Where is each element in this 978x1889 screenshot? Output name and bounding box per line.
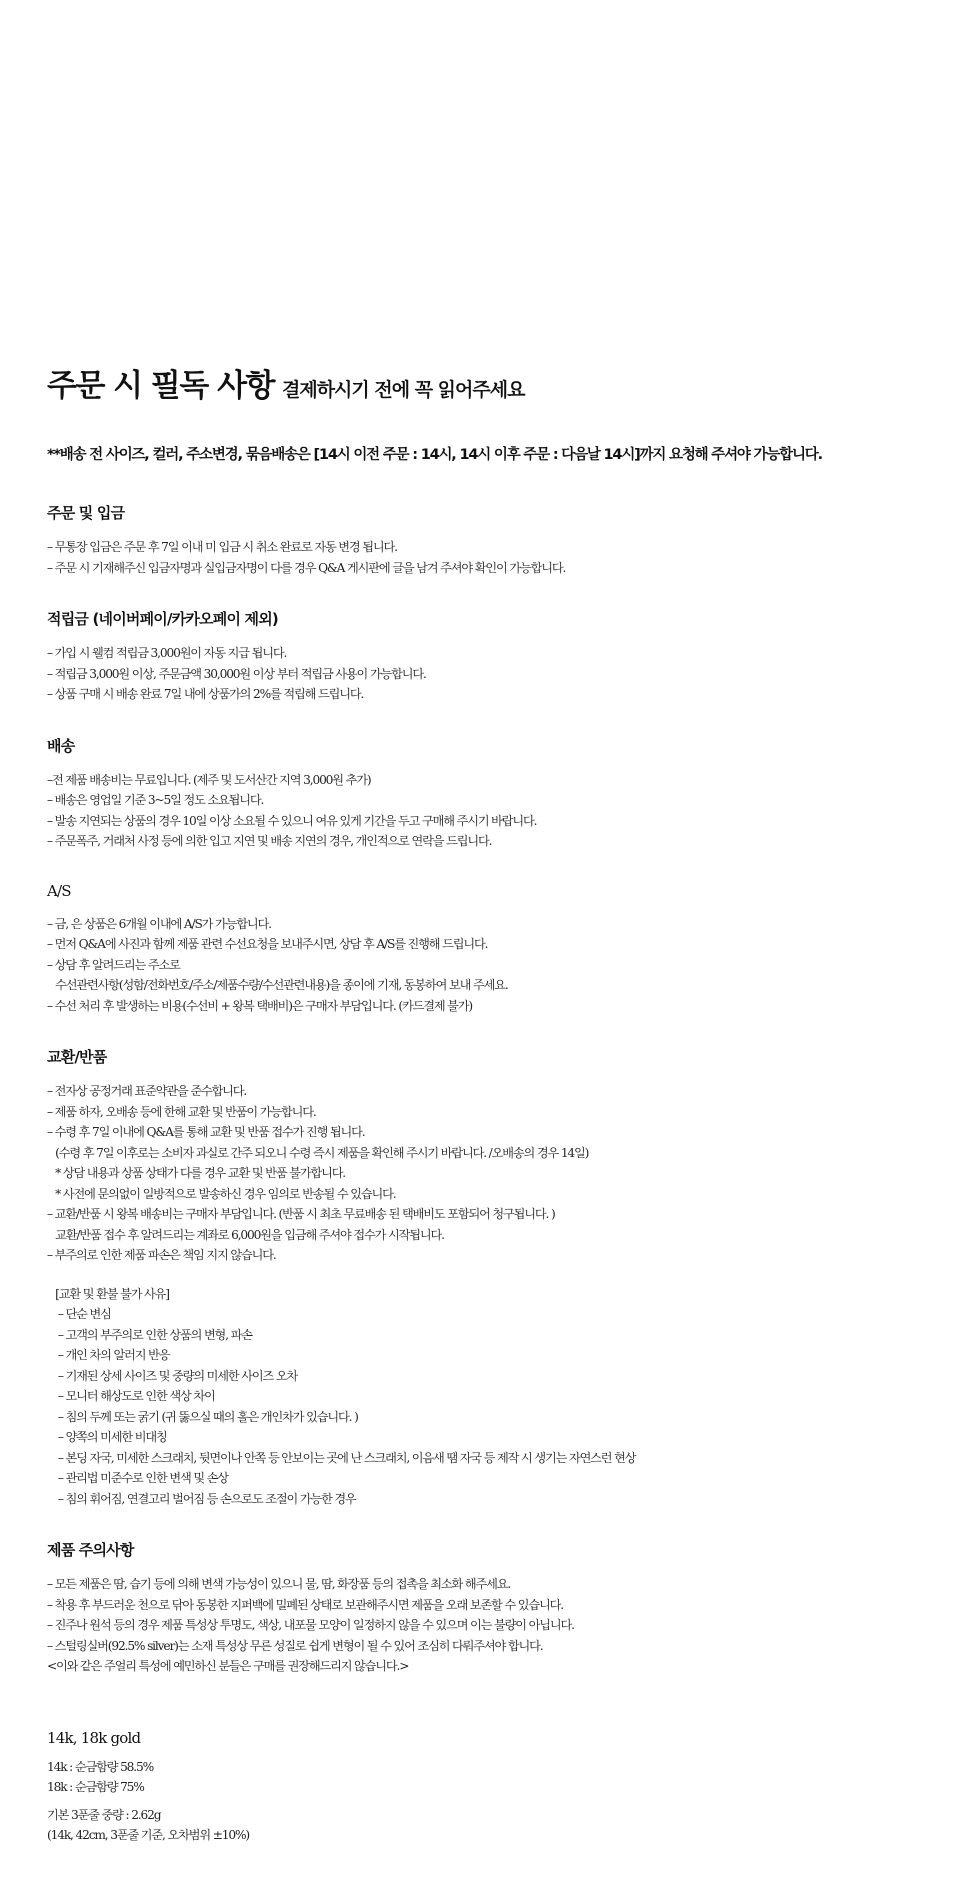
spacer: [47, 1797, 947, 1805]
section-title: 적립금 (네이버페이/카카오페이 제외): [47, 610, 278, 628]
section: [47, 735, 947, 852]
section-line: – 상담 후 알려드리는 주소로: [47, 957, 180, 972]
section-line: * 상담 내용과 상품 상태가 다를 경우 교환 및 반품 불가합니다.: [47, 1166, 346, 1180]
section-line: – 주문 시 기재해주신 입금자명과 실입금자명이 다를 경우 Q&A 게시판에 글을 남겨 주셔야 확인이 가능합니다.: [47, 560, 566, 575]
gold-info-line: (14k, 42cm, 3푼줄 기준, 오차범위 ±10%): [47, 1827, 250, 1842]
section-line: [교환 및 환불 불가 사유]: [47, 1286, 169, 1301]
section-line: – 배송은 영업일 기준 3~5일 정도 소요됩니다.: [47, 793, 264, 807]
order-notice-content: [47, 360, 947, 1845]
section-line: – 착용 후 부드러운 천으로 닦아 동봉한 지퍼백에 밀폐된 상태로 보관해주시면 제품을 오래 보존할 수 있습니다.: [47, 1597, 563, 1612]
section-line: – 침의 휘어짐, 연결고리 벌어짐 등 손으로도 조절이 가능한 경우: [47, 1491, 356, 1506]
notice-sections: [47, 502, 947, 1677]
gold-info-section: [47, 1729, 947, 1845]
section-line: – 수선 처리 후 발생하는 비용(수선비 + 왕복 택배비)은 구매자 부담입니다. (카드결제 불가): [47, 998, 473, 1013]
section: [47, 502, 947, 578]
section-line: – 양쪽의 미세한 비대칭: [47, 1430, 167, 1444]
section-line: – 단순 변심: [47, 1307, 111, 1321]
section-line: – 제품 하자, 오배송 등에 한해 교환 및 반품이 가능합니다.: [47, 1104, 316, 1119]
section-line: – 전자상 공정거래 표준약관을 준수합니다.: [47, 1084, 247, 1098]
section-title: 배송: [47, 736, 75, 755]
gold-info-line: 14k : 순금함량 58.5%: [47, 1759, 154, 1774]
section-line: – 개인 차의 알러지 반응: [47, 1348, 170, 1362]
section-line: – 적립금 3,000원 이상, 주문금액 30,000원 이상 부터 적립금 사용이 가능합니다.: [47, 666, 426, 681]
gold-info-title: 14k, 18k gold: [47, 1728, 141, 1747]
section-line: – 발송 지연되는 상품의 경우 10일 이상 소요될 수 있으니 여유 있게 기간을 두고 구매해 주시기 바랍니다.: [47, 813, 537, 828]
section-title: 제품 주의사항: [47, 1541, 134, 1559]
section-line: – 진주나 원석 등의 경우 제품 특성상 투명도, 색상, 내포물 모양이 일정하지 않을 수 있으며 이는 불량이 아닙니다.: [47, 1618, 574, 1632]
section-line: – 주문폭주, 거래처 사정 등에 의한 입고 지연 및 배송 지연의 경우, 개인적으로 연락을 드립니다.: [47, 834, 492, 848]
section-title: A/S: [47, 881, 71, 900]
section-title: 주문 및 입금: [47, 504, 125, 522]
page-title: 주문 시 필독 사항: [47, 368, 274, 404]
section: [47, 608, 947, 705]
page-subtitle: 결제하시기 전에 꼭 읽어주세요: [282, 379, 525, 401]
header: [47, 360, 947, 405]
section: [47, 1539, 947, 1677]
section-line: – 스털링실버(92.5% silver)는 소재 특성상 무른 성질로 쉽게 변형이 될 수 있어 조심히 다뤄주셔야 합니다.: [47, 1638, 543, 1653]
section-line: – 모든 제품은 땀, 습기 등에 의해 변색 가능성이 있으니 물, 땀, 화장품 등의 접촉을 최소화 해주세요.: [47, 1577, 511, 1591]
section-line: – 관리법 미준수로 인한 변색 및 손상: [47, 1471, 228, 1485]
section-line: – 가입 시 웰컴 적립금 3,000원이 자동 지급 됩니다.: [47, 646, 287, 660]
gold-info-line: 18k : 순금함량 75%: [47, 1779, 144, 1794]
section-line: – 상품 구매 시 배송 완료 7일 내에 상품가의 2%를 적립해 드립니다.: [47, 687, 364, 701]
section-line: – 금, 은 상품은 6개월 이내에 A/S가 가능합니다.: [47, 916, 271, 931]
section-line: – 교환/반품 시 왕복 배송비는 구매자 부담입니다. (반품 시 최초 무료배송 된 택배비도 포함되어 청구됩니다. ): [47, 1207, 555, 1221]
section-line: – 모니터 해상도로 인한 색상 차이: [47, 1389, 215, 1403]
section-line: * 사전에 문의없이 일방적으로 발송하신 경우 임의로 반송될 수 있습니다.: [47, 1186, 396, 1201]
section-line: – 침의 두께 또는 굵기 (귀 뚫으실 때의 홀은 개인차가 있습니다. ): [47, 1409, 358, 1424]
section: [47, 882, 947, 1017]
section-line: – 본딩 자국, 미세한 스크래치, 뒷면이나 안쪽 등 안보이는 곳에 난 스크래치, 이음새 땜 자국 등 제작 시 생기는 자연스런 현상: [47, 1450, 636, 1465]
section-line: – 고객의 부주의로 인한 상품의 변형, 파손: [47, 1327, 252, 1342]
section-line: – 기재된 상세 사이즈 및 중량의 미세한 사이즈 오차: [47, 1368, 298, 1383]
section-line: 수선관련사항(성함/전화번호/주소/제품수량/수선관련내용)을 종이에 기재, 동봉하여 보내 주세요.: [47, 978, 508, 992]
section-line: –전 제품 배송비는 무료입니다. (제주 및 도서산간 지역 3,000원 추가): [47, 772, 371, 787]
section-line: – 부주의로 인한 제품 파손은 책임 지지 않습니다.: [47, 1248, 276, 1262]
section-line: 교환/반품 접수 후 알려드리는 계좌로 6,000원을 입금해 주셔야 접수가 시작됩니다.: [47, 1227, 444, 1242]
spacer: [47, 1266, 947, 1284]
gold-info-lines: [47, 1757, 947, 1845]
section-line: – 무통장 입금은 주문 후 7일 이내 미 입금 시 취소 완료로 자동 변경 됩니다.: [47, 540, 397, 554]
section: [47, 1046, 947, 1509]
gold-info-line: 기본 3푼줄 중량 : 2.62g: [47, 1807, 161, 1822]
section-line: – 수령 후 7일 이내에 Q&A를 통해 교환 및 반품 접수가 진행 됩니다.: [47, 1125, 365, 1139]
section-line: – 먼저 Q&A에 사진과 함께 제품 관련 수선요청을 보내주시면, 상담 후 A/S를 진행해 드립니다.: [47, 937, 488, 951]
section-line: <이와 같은 주얼리 특성에 예민하신 분들은 구매를 권장해드리지 않습니다.>: [47, 1659, 409, 1673]
shipping-change-notice: **배송 전 사이즈, 컬러, 주소변경, 묶음배송은 [14시 이전 주문 : 14시, 14시 이후 주문 : 다음날 14시]까지 요청해 주셔야 가능합니다.: [47, 447, 822, 463]
section-line: (수령 후 7일 이후로는 소비자 과실로 간주 되오니 수령 즉시 제품을 확인해 주시기 바랍니다. /오배송의 경우 14일): [47, 1145, 589, 1160]
section-title: 교환/반품: [47, 1048, 107, 1066]
